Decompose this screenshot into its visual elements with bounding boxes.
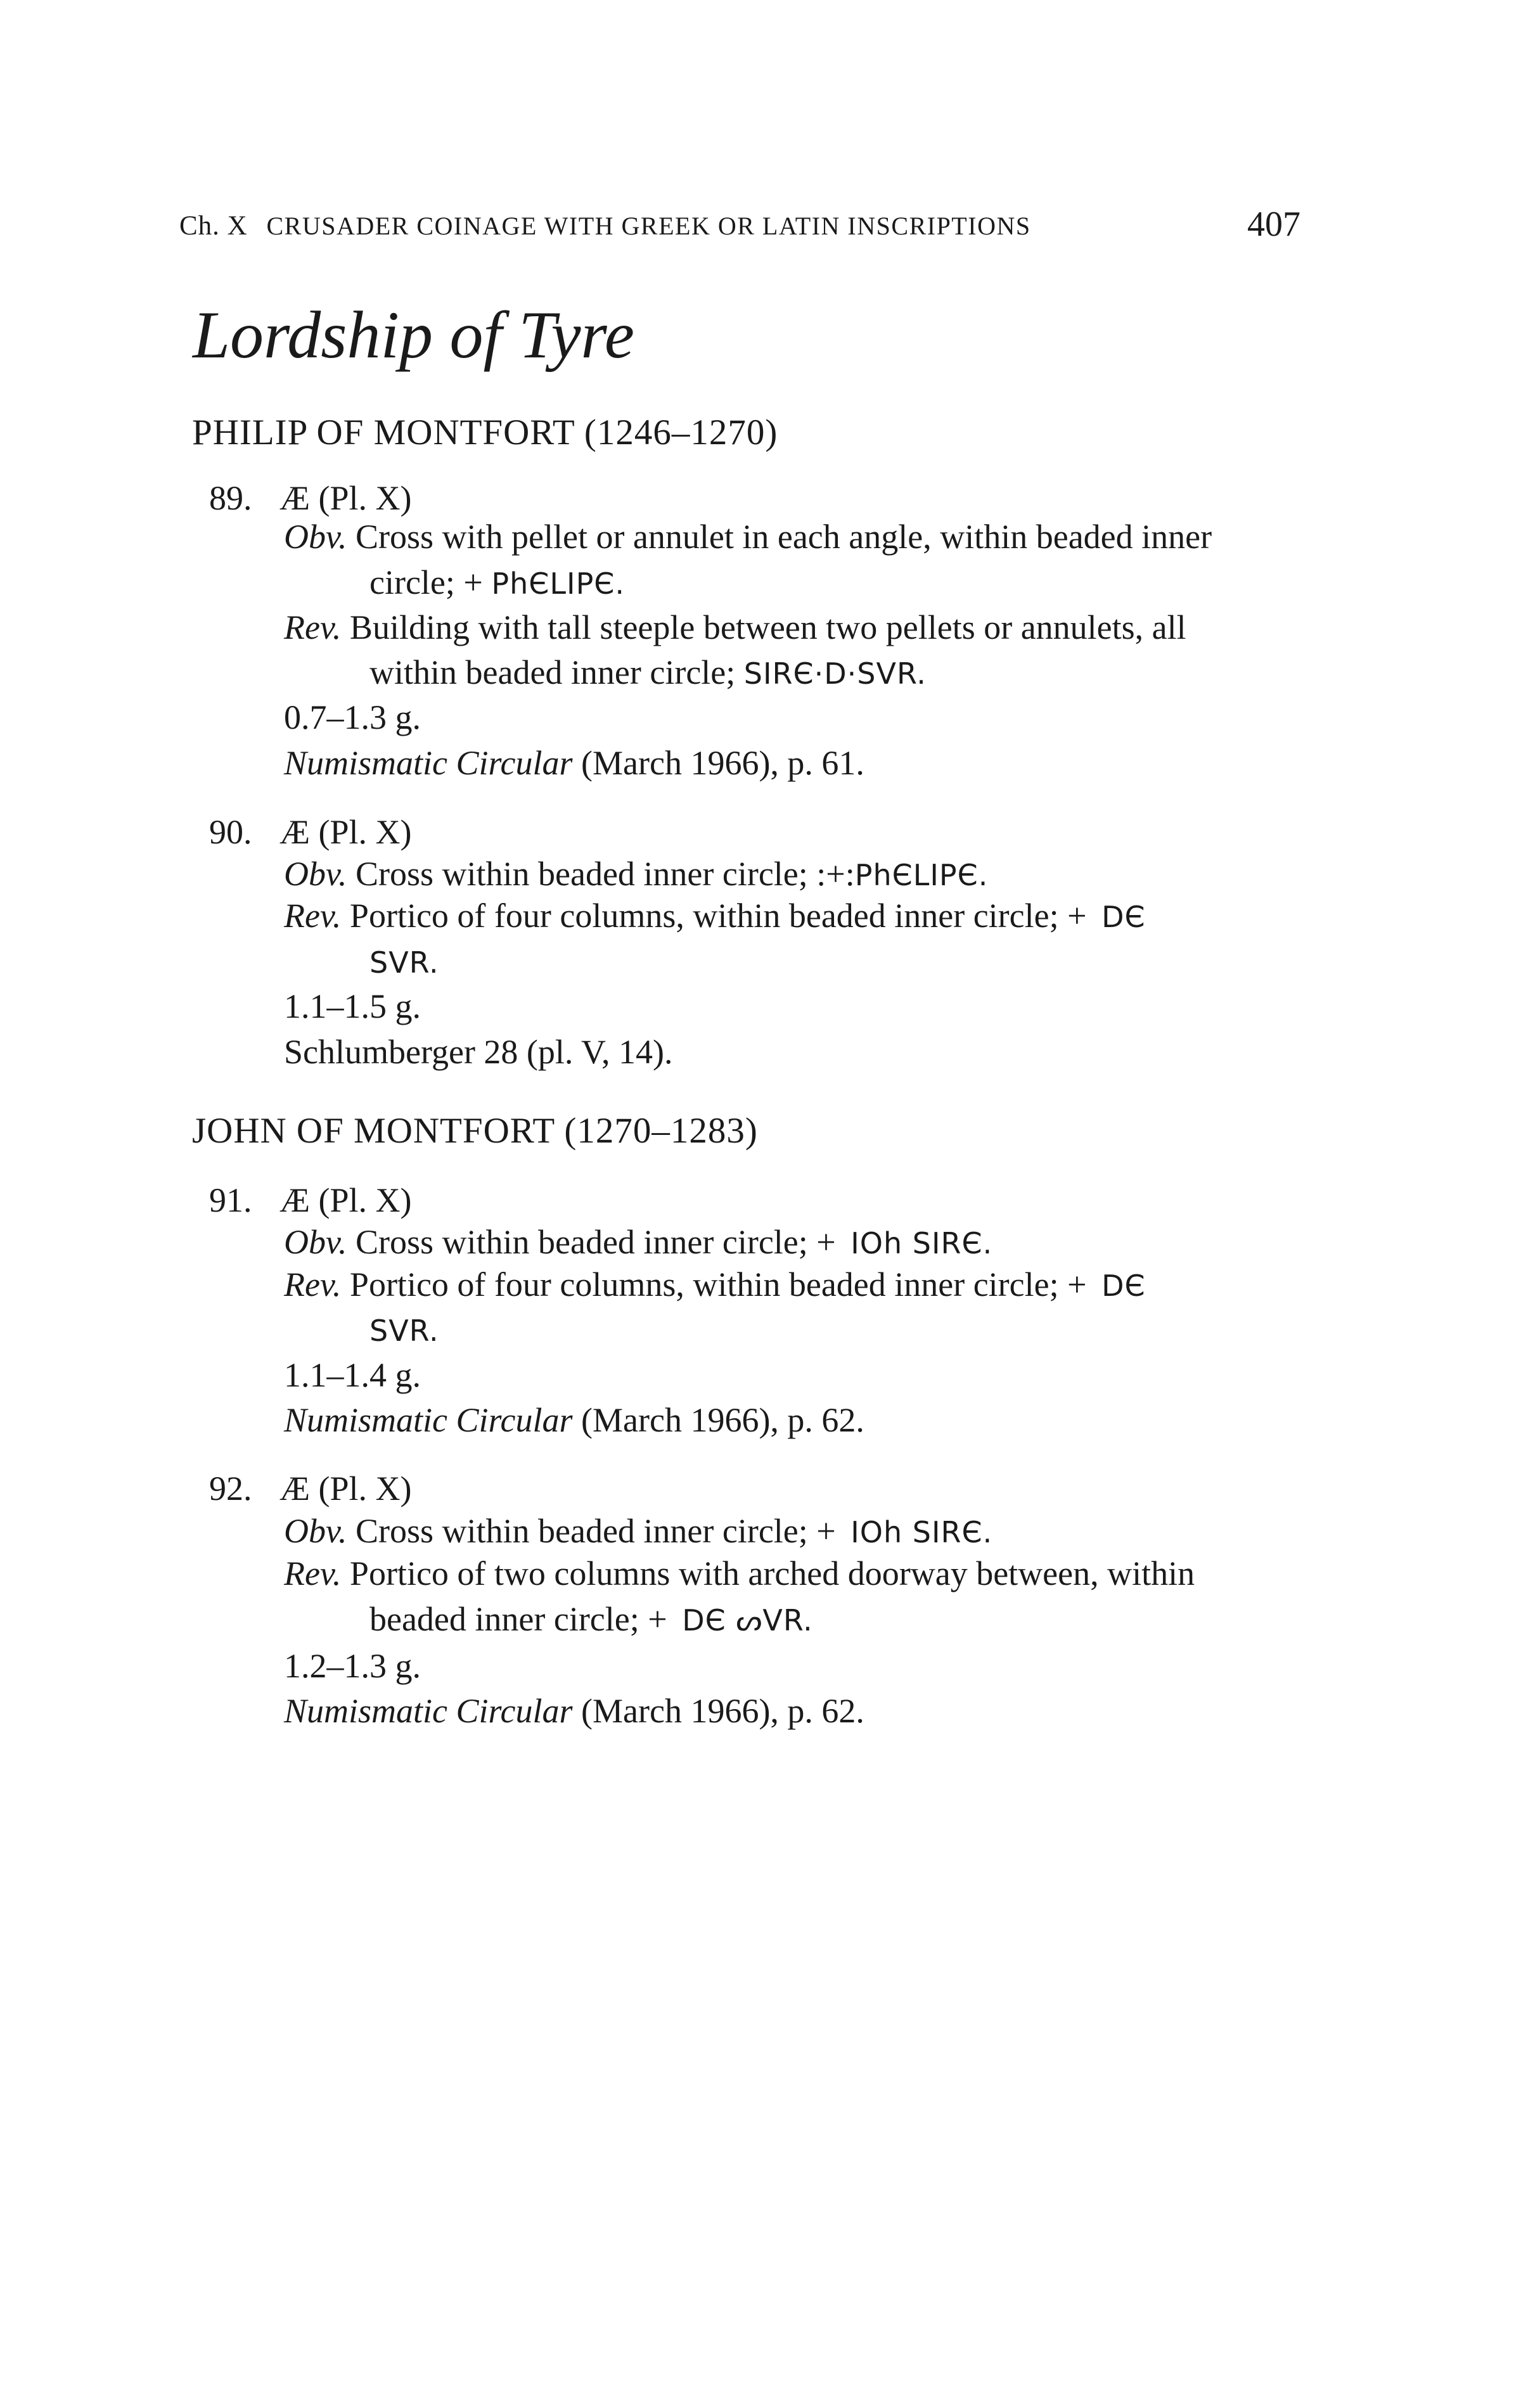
weight: 0.7–1.3 g.: [284, 698, 421, 736]
reference-detail: Schlumberger 28 (pl. V, 14).: [284, 1033, 673, 1071]
entry-number: 89.: [209, 479, 252, 517]
obverse-legend: IOh SIRЄ.: [850, 1226, 993, 1260]
entry-number: 90.: [209, 813, 252, 851]
reference-detail: (March 1966), p. 62.: [581, 1692, 864, 1730]
reverse-label: Rev.: [284, 608, 342, 646]
reference-detail: (March 1966), p. 61.: [581, 744, 864, 782]
reverse-legend-cont: SVR.: [369, 945, 439, 980]
metal-plate: Æ (Pl. X): [279, 1470, 412, 1508]
reverse-label: Rev.: [284, 1554, 342, 1592]
reference-title: Numismatic Circular: [284, 1692, 573, 1730]
obverse-label: Obv.: [284, 518, 347, 556]
reverse-legend: DЄ: [1101, 1269, 1146, 1303]
chapter-label: Ch. X: [179, 211, 248, 241]
metal-plate: Æ (Pl. X): [279, 1181, 412, 1219]
ruler-heading-philip: PHILIP OF MONTFORT (1246–1270): [192, 413, 778, 452]
reverse-label: Rev.: [284, 1265, 342, 1303]
section-title: Lordship of Tyre: [193, 298, 634, 372]
obverse-description: Cross within beaded inner circle; +: [355, 1223, 836, 1261]
obverse-legend: PhЄLIPЄ.: [854, 858, 989, 892]
reference-title: Numismatic Circular: [284, 744, 573, 782]
reverse-description: Portico of four columns, within beaded inner circle; +: [349, 1265, 1087, 1303]
obverse-description: Cross with pellet or annulet in each angle, within beaded inner: [355, 518, 1212, 556]
obverse-description: Cross within beaded inner circle; :+:: [355, 855, 855, 893]
entry-number: 91.: [209, 1181, 252, 1219]
reverse-legend-cont: SVR.: [369, 1314, 439, 1348]
weight: 1.2–1.3 g.: [284, 1647, 421, 1685]
obverse-label: Obv.: [284, 1223, 347, 1261]
obverse-legend: IOh SIRЄ.: [850, 1515, 993, 1549]
weight: 1.1–1.5 g.: [284, 987, 421, 1025]
reverse-description: Portico of two columns with arched doorway between, within: [349, 1554, 1195, 1592]
reverse-legend: DЄ: [1101, 900, 1146, 934]
reverse-description-cont: within beaded inner circle;: [369, 653, 736, 691]
reverse-label: Rev.: [284, 897, 342, 935]
obverse-description-cont: circle; +: [369, 563, 483, 601]
reverse-description: Portico of four columns, within beaded inner circle; +: [349, 897, 1087, 935]
reference-detail: (March 1966), p. 62.: [581, 1401, 864, 1439]
reference-title: Numismatic Circular: [284, 1401, 573, 1439]
entry-number: 92.: [209, 1470, 252, 1508]
metal-plate: Æ (Pl. X): [279, 479, 412, 517]
ruler-heading-john: JOHN OF MONTFORT (1270–1283): [192, 1111, 758, 1151]
running-head: [179, 210, 1320, 241]
reverse-legend: DЄ ᔕVR.: [682, 1603, 813, 1637]
chapter-title: CRUSADER COINAGE WITH GREEK OR LATIN INSCRIPTIONS: [266, 212, 1031, 240]
obverse-label: Obv.: [284, 855, 347, 893]
reverse-legend: SIRЄ·D·SVR.: [743, 656, 927, 691]
page-number: 407: [1247, 205, 1300, 244]
weight: 1.1–1.4 g.: [284, 1356, 421, 1394]
reverse-description-cont: beaded inner circle; +: [369, 1600, 667, 1638]
obverse-label: Obv.: [284, 1512, 347, 1550]
obverse-description: Cross within beaded inner circle; +: [355, 1512, 836, 1550]
reverse-description: Building with tall steeple between two pellets or annulets, all: [349, 608, 1186, 646]
obverse-legend: PhЄLIPЄ.: [491, 567, 626, 601]
metal-plate: Æ (Pl. X): [279, 813, 412, 851]
